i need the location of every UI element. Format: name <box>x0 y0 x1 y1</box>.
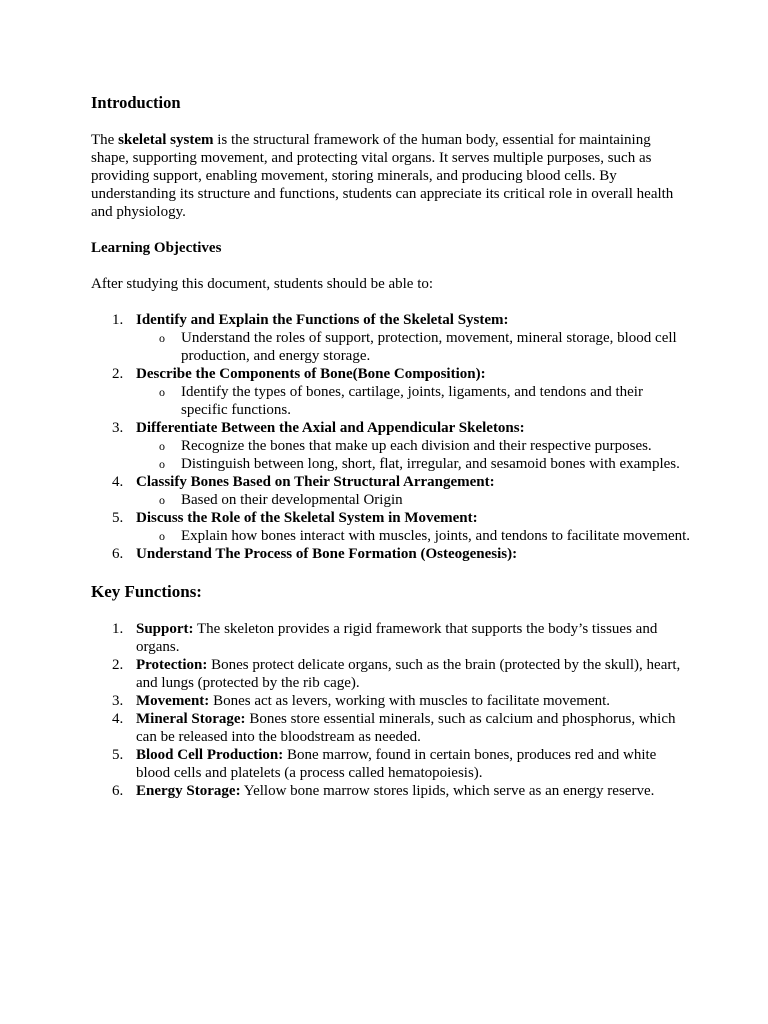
objective-sub-text: Identify the types of bones, cartilage, joints, ligaments, and tendons and their specific functions. <box>181 384 643 418</box>
key-function-term: Protection: <box>136 657 208 673</box>
objective-item <box>91 365 691 419</box>
objective-item <box>91 311 691 365</box>
objective-number: 5. <box>112 510 124 526</box>
objective-number: 3. <box>112 420 124 436</box>
objective-sub-list <box>136 329 691 365</box>
key-function-number: 3. <box>112 693 124 709</box>
key-function-item <box>91 782 691 800</box>
key-function-term: Energy Storage: <box>136 783 241 799</box>
key-function-number: 4. <box>112 711 124 727</box>
objective-sub-item <box>136 527 691 545</box>
objective-title: Discuss the Role of the Skeletal System in Movement: <box>136 510 478 526</box>
objective-sub-text: Distinguish between long, short, flat, irregular, and sesamoid bones with examples. <box>181 456 680 472</box>
intro-rest: is the structural framework of the human body, essential for maintaining shape, supporting movement, and protecting vital organs. It serves multiple purposes, such as providing support, enabling movement, storing minerals, and producing blood cells. By understanding its structure and functions, students can appreciate its critical role in overall health and physiology. <box>91 132 674 220</box>
objective-item <box>91 419 691 473</box>
objective-sub-item <box>136 455 691 473</box>
key-function-text: The skeleton provides a rigid framework that supports the body’s tissues and organs. <box>136 621 658 655</box>
objective-sub-item <box>136 383 691 419</box>
hollow-bullet-icon: o <box>159 457 165 471</box>
objective-number: 1. <box>112 312 124 328</box>
objective-title: Differentiate Between the Axial and Appendicular Skeletons: <box>136 420 525 436</box>
learning-objectives-heading: Learning Objectives <box>91 240 222 256</box>
intro-bold-term: skeletal system <box>118 132 214 148</box>
introduction-paragraph <box>91 131 691 221</box>
objective-sub-text: Explain how bones interact with muscles, joints, and tendons to facilitate movement. <box>181 528 691 544</box>
learning-objectives-intro: After studying this document, students should be able to: <box>91 276 434 292</box>
introduction-heading: Introduction <box>91 93 181 112</box>
hollow-bullet-icon: o <box>159 529 165 543</box>
objective-sub-list <box>136 527 691 545</box>
key-function-term: Blood Cell Production: <box>136 747 284 763</box>
key-function-number: 6. <box>112 783 124 799</box>
objective-sub-list <box>136 383 691 419</box>
objective-item <box>91 509 691 545</box>
key-function-text: Yellow bone marrow stores lipids, which serve as an energy reserve. <box>240 783 655 799</box>
key-function-item <box>91 710 691 746</box>
key-function-number: 2. <box>112 657 124 673</box>
objective-sub-list <box>136 491 691 509</box>
key-function-term: Mineral Storage: <box>136 711 246 727</box>
key-function-text: Bones act as levers, working with muscles to facilitate movement. <box>209 693 611 709</box>
hollow-bullet-icon: o <box>159 493 165 507</box>
key-function-number: 5. <box>112 747 124 763</box>
document-page <box>91 93 691 800</box>
objective-sub-list <box>136 437 691 473</box>
key-functions-list <box>91 620 691 800</box>
objectives-list <box>91 311 691 563</box>
key-functions-heading: Key Functions: <box>91 582 202 601</box>
intro-prefix: The <box>91 132 119 148</box>
key-function-item <box>91 656 691 692</box>
key-function-item <box>91 620 691 656</box>
objective-title: Describe the Components of Bone(Bone Composition): <box>136 366 486 382</box>
objective-title: Understand The Process of Bone Formation (Osteogenesis): <box>136 546 518 562</box>
key-function-number: 1. <box>112 621 124 637</box>
key-function-term: Movement: <box>136 693 210 709</box>
objective-item <box>91 473 691 509</box>
objective-item <box>91 545 691 563</box>
key-function-item <box>91 692 691 710</box>
objective-number: 6. <box>112 546 124 562</box>
objective-sub-text: Recognize the bones that make up each division and their respective purposes. <box>181 438 652 454</box>
objective-title: Classify Bones Based on Their Structural Arrangement: <box>136 474 495 490</box>
key-function-text: Bone marrow, found in certain bones, produces red and white blood cells and platelets (a process called hematopoiesis). <box>136 747 657 781</box>
hollow-bullet-icon: o <box>159 331 165 345</box>
objective-sub-text: Based on their developmental Origin <box>181 492 403 508</box>
objective-sub-text: Understand the roles of support, protection, movement, mineral storage, blood cell production, and energy storage. <box>181 330 677 364</box>
hollow-bullet-icon: o <box>159 385 165 399</box>
key-function-item <box>91 746 691 782</box>
objective-sub-item <box>136 491 691 509</box>
objective-title: Identify and Explain the Functions of the Skeletal System: <box>136 312 509 328</box>
key-function-text: Bones protect delicate organs, such as the brain (protected by the skull), heart, and lungs (protected by the rib cage). <box>136 657 681 691</box>
objective-sub-item <box>136 437 691 455</box>
hollow-bullet-icon: o <box>159 439 165 453</box>
objective-sub-item <box>136 329 691 365</box>
objective-number: 4. <box>112 474 124 490</box>
key-function-term: Support: <box>136 621 194 637</box>
key-function-text: Bones store essential minerals, such as calcium and phosphorus, which can be released into the bloodstream as needed. <box>136 711 676 745</box>
objective-number: 2. <box>112 366 124 382</box>
